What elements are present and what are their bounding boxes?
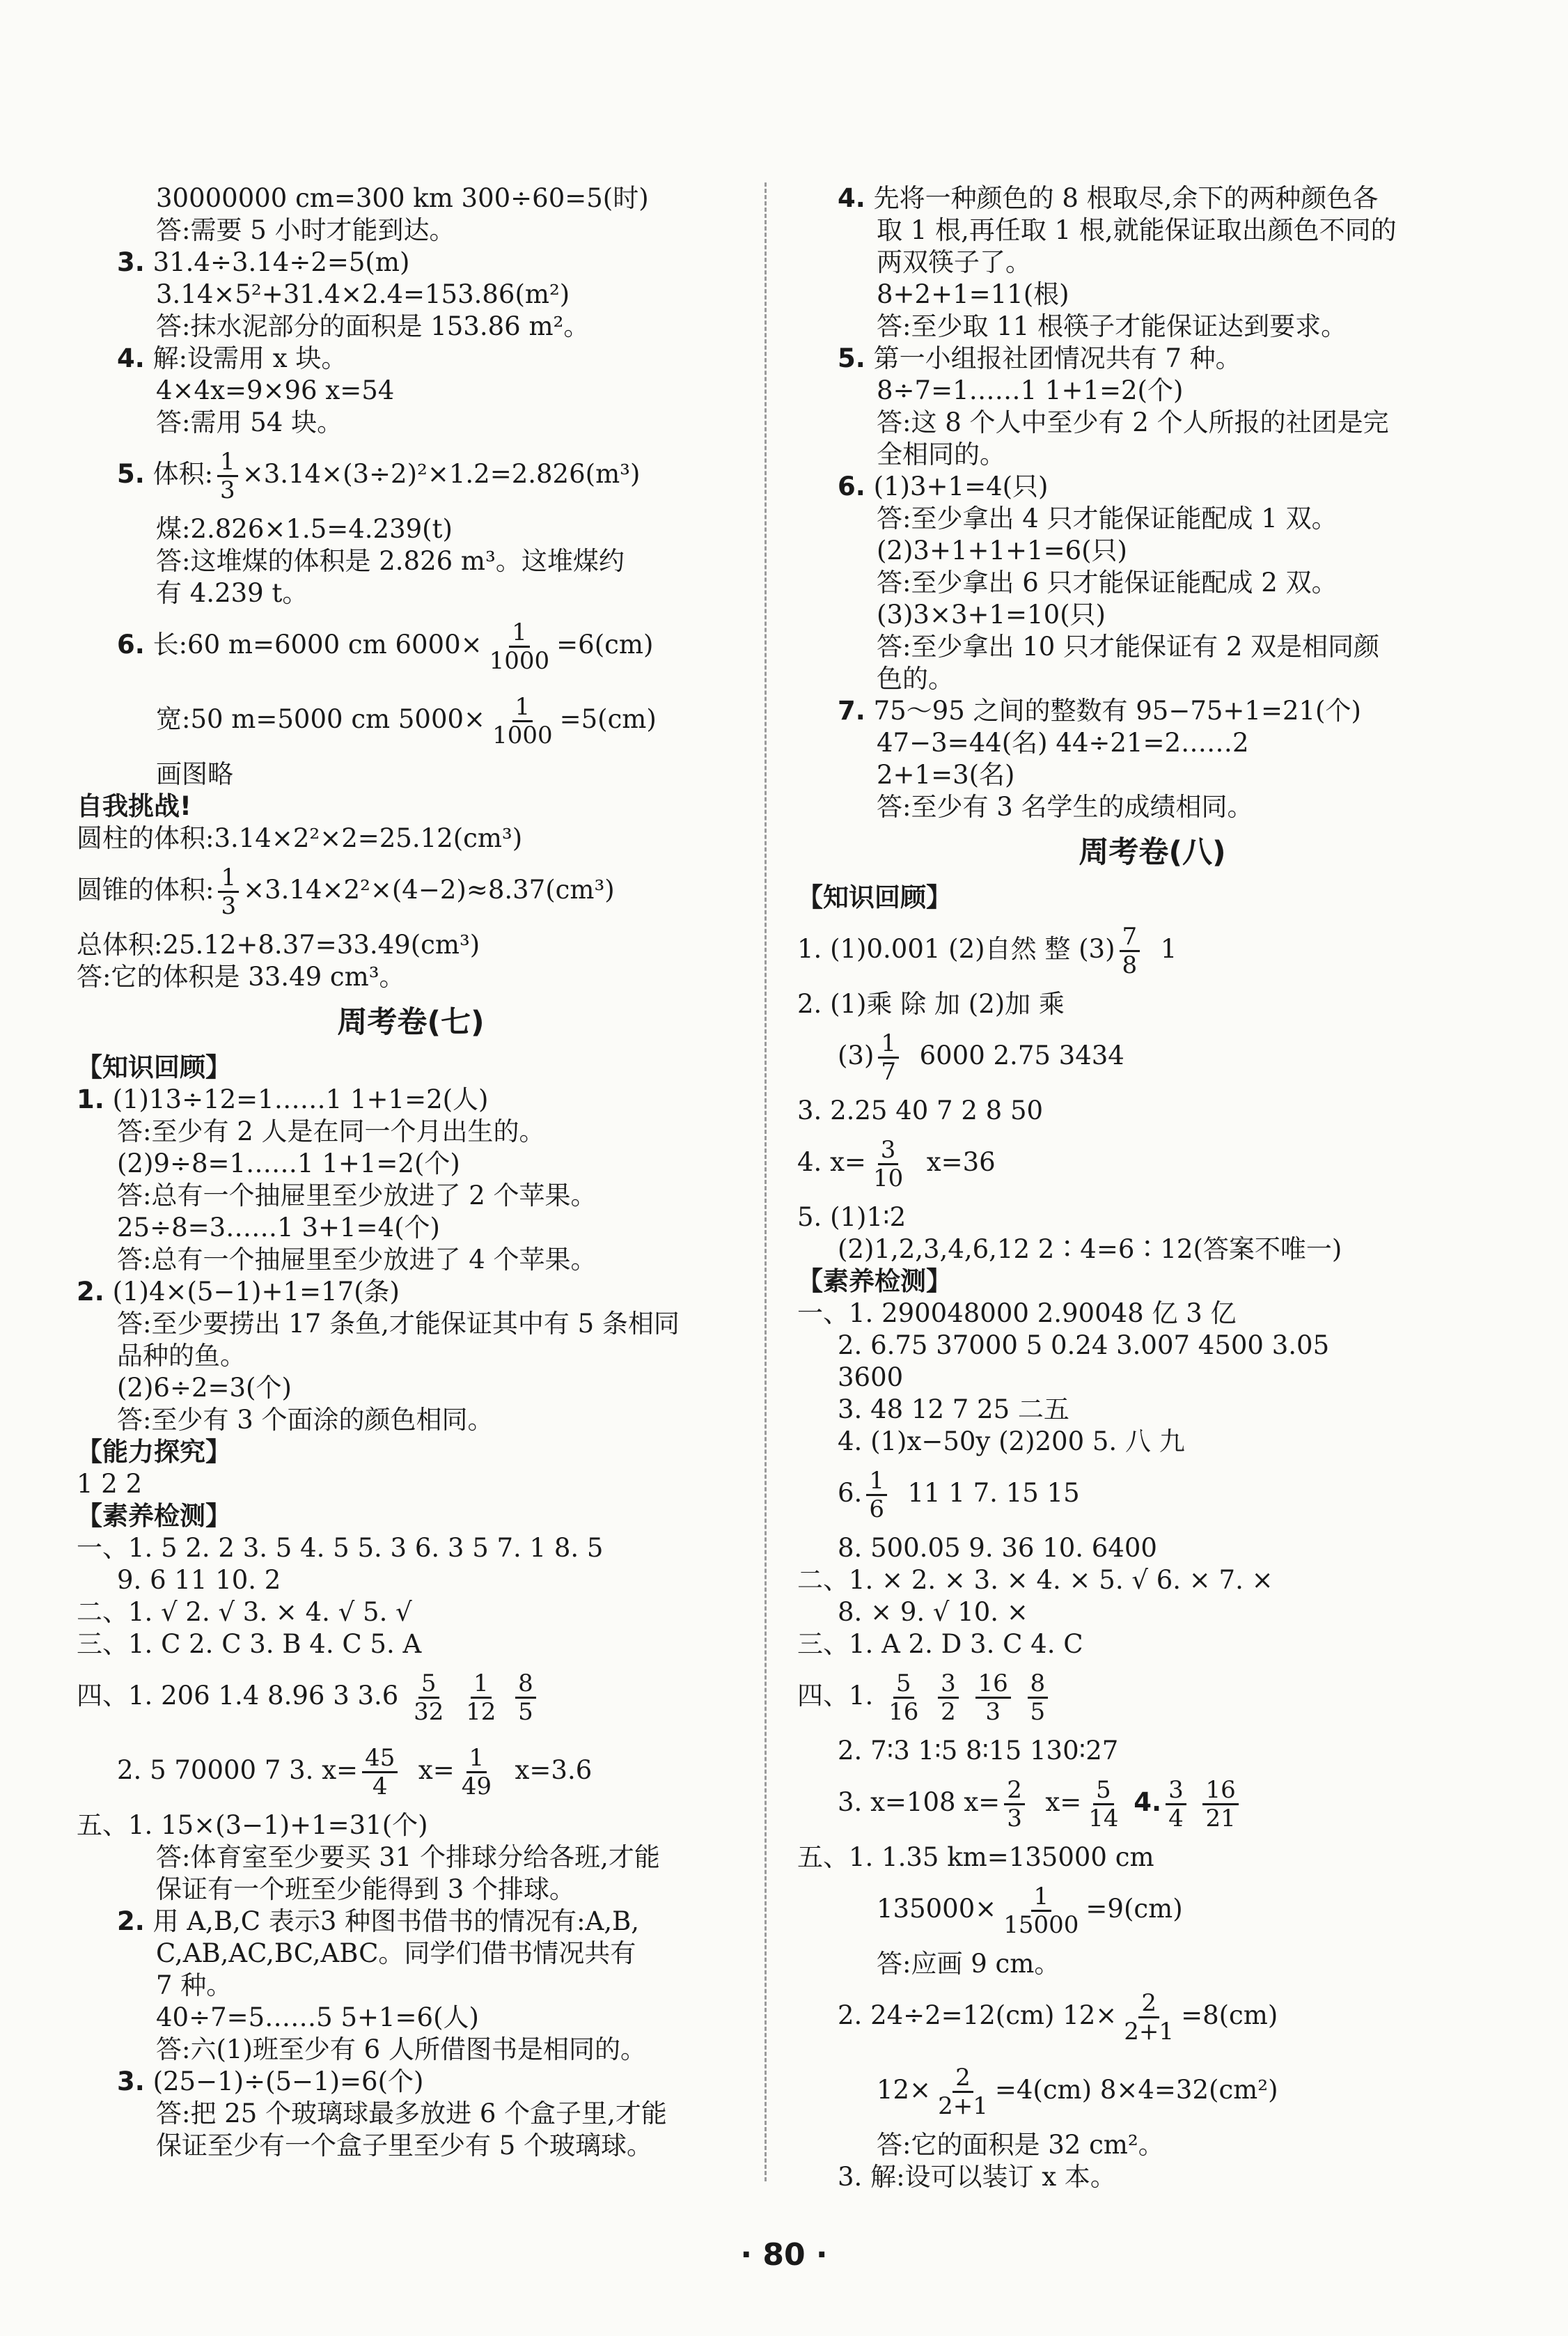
answer-text: 6000 2.75 3434 — [919, 1041, 1124, 1070]
answer-line: 答:应画 9 cm。 — [877, 1949, 1060, 1979]
denominator: 2+1 — [938, 2092, 988, 2120]
denominator: 6 — [869, 1495, 884, 1523]
left-column — [77, 182, 745, 2162]
numerator: 8 — [1028, 1670, 1049, 1699]
answer-line: 取 1 根,再任取 1 根,就能保证取出颜色不同的 — [877, 215, 1397, 245]
answer-line: 答:需要 5 小时才能到达。 — [156, 215, 455, 245]
answer-line: 3600 — [838, 1362, 904, 1392]
section-title: 周考卷(八) — [1079, 835, 1226, 870]
numerator: 3 — [938, 1670, 959, 1699]
answer-line: (2)9÷8=1……1 1+1=2(个) — [117, 1148, 460, 1178]
answer-line: 一、1. 290048000 2.90048 亿 3 亿 — [797, 1298, 1237, 1328]
answer-text: 圆锥的体积: — [77, 875, 214, 905]
answer-text: 12× — [877, 2075, 932, 2105]
answer-line: 三、1. C 2. C 3. B 4. C 5. A — [77, 1629, 422, 1659]
denominator: 5 — [1030, 1698, 1046, 1726]
numerator: 45 — [362, 1745, 398, 1773]
item-number: 6. — [117, 630, 145, 660]
answer-text: ×3.14×(3÷2)²×1.2=2.826(m³) — [242, 459, 641, 489]
answer-line: 答:至少要捞出 17 条鱼,才能保证其中有 5 条相同 — [117, 1309, 680, 1339]
answer-line: 总体积:25.12+8.37=33.49(cm³) — [77, 930, 480, 960]
answer-text: 4. x= — [797, 1147, 866, 1177]
fraction — [459, 1745, 494, 1800]
answer-line — [797, 2055, 1507, 2129]
answer-text: =6(cm) — [556, 630, 654, 660]
answer-line: 全相同的。 — [877, 439, 1005, 469]
fraction — [975, 1670, 1011, 1725]
denominator: 49 — [461, 1773, 492, 1800]
answer-text: 解:设需用 x 块。 — [152, 343, 347, 373]
answer-line: 47−3=44(名) 44÷21=2……2 — [877, 728, 1249, 758]
answer-line — [797, 1020, 1507, 1095]
answer-line: 8. × 9. √ 10. × — [838, 1597, 1028, 1627]
numerator: 3 — [878, 1137, 899, 1165]
answer-text: 135000× — [877, 1894, 997, 1924]
answer-text: 宽:50 m=5000 cm 5000× — [156, 704, 486, 734]
denominator: 2 — [941, 1698, 956, 1726]
fraction — [1085, 1777, 1121, 1832]
denominator: 10 — [872, 1165, 904, 1192]
numerator: 8 — [515, 1670, 536, 1699]
answer-line: 3. 48 12 7 25 二五 — [838, 1394, 1069, 1424]
answer-line: 答:至少有 3 个面涂的颜色相同。 — [117, 1405, 494, 1435]
denominator: 3 — [221, 892, 237, 920]
answer-text: (1)13÷12=1……1 1+1=2(人) — [112, 1084, 489, 1114]
fraction — [1202, 1777, 1238, 1832]
answer-line: 品种的鱼。 — [117, 1341, 246, 1371]
answer-text: 用 A,B,C 表示3 种图书借书的情况有:A,B, — [152, 1906, 640, 1936]
answer-line: 答:它的体积是 33.49 cm³。 — [77, 962, 405, 992]
answer-line — [77, 1276, 745, 1308]
answer-line — [77, 1084, 745, 1116]
denominator: 3 — [1007, 1805, 1022, 1832]
answer-text: (1)4×(5−1)+1=17(条) — [112, 1277, 400, 1307]
denominator: 15000 — [1003, 1911, 1079, 1939]
item-number: 7. — [838, 696, 865, 726]
denominator: 7 — [881, 1058, 897, 1086]
section-heading: 自我挑战! — [77, 791, 191, 821]
numerator: 1 — [471, 1670, 492, 1699]
item-number: 1. — [77, 1084, 104, 1114]
denominator: 5 — [518, 1698, 533, 1726]
answer-text: 长:60 m=6000 cm 6000× — [152, 630, 483, 660]
answer-line: 答:六(1)班至少有 6 人所借图书是相同的。 — [156, 2034, 646, 2064]
answer-text: 31.4÷3.14÷2=5(m) — [152, 247, 410, 277]
answer-line — [77, 439, 745, 513]
answer-text: =8(cm) — [1181, 2000, 1278, 2030]
answer-line — [77, 247, 745, 279]
answer-line — [77, 684, 745, 758]
answer-line: 9. 6 11 10. 2 — [117, 1565, 281, 1595]
answer-line: 2. (1)乘 除 加 (2)加 乘 — [797, 989, 1065, 1019]
numerator: 1 — [217, 449, 238, 477]
numerator: 5 — [1093, 1777, 1114, 1805]
item-number: 3. — [117, 247, 145, 277]
answer-text: (1)3+1=4(只) — [873, 472, 1049, 501]
answer-line: 画图略 — [156, 759, 233, 789]
page-number: · 80 · — [740, 2237, 828, 2273]
numerator: 7 — [1120, 924, 1140, 952]
denominator: 12 — [466, 1698, 496, 1726]
answer-line: 二、1. × 2. × 3. × 4. × 5. √ 6. × 7. × — [797, 1565, 1273, 1595]
answer-line: 色的。 — [877, 664, 954, 694]
answer-line — [797, 1127, 1507, 1201]
numerator: 1 — [1031, 1883, 1052, 1912]
answer-line — [797, 343, 1507, 375]
fraction — [935, 2064, 991, 2119]
answer-line: 3. 2.25 40 7 2 8 50 — [797, 1096, 1044, 1126]
denominator: 1000 — [489, 647, 550, 675]
answer-text: (25−1)÷(5−1)=6(个) — [152, 2066, 424, 2096]
answer-line: 2+1=3(名) — [877, 760, 1015, 790]
fraction — [886, 1670, 921, 1725]
answer-line: 25÷8=3……1 3+1=4(个) — [117, 1213, 440, 1243]
answer-text: 体积: — [152, 459, 214, 489]
item-number: 5. — [838, 343, 865, 373]
numerator: 1 — [467, 1745, 487, 1773]
fraction — [866, 1467, 887, 1523]
numerator: 2 — [1138, 1990, 1159, 2018]
fraction — [487, 619, 553, 674]
numerator: 3 — [1166, 1777, 1186, 1805]
fraction — [218, 864, 239, 919]
answer-line: (2)3+1+1+1=6(只) — [877, 536, 1127, 566]
item-number: 2. — [117, 1906, 145, 1936]
answer-line — [77, 1735, 745, 1809]
column-divider — [765, 182, 767, 2181]
section-heading: 【知识回顾】 — [77, 1052, 231, 1082]
answer-line — [797, 1458, 1507, 1532]
item-number: 4. — [1134, 1787, 1162, 1817]
answer-line: 答:这堆煤的体积是 2.826 m³。这堆煤约 — [156, 546, 625, 576]
answer-line: 五、1. 1.35 km=135000 cm — [797, 1842, 1154, 1872]
section-heading: 【能力探究】 — [77, 1437, 231, 1467]
section-heading: 【素养检测】 — [797, 1266, 952, 1296]
answer-line: (2)1,2,3,4,6,12 2∶4=6∶12(答案不唯一) — [838, 1234, 1342, 1264]
section-heading: 【知识回顾】 — [797, 882, 952, 912]
denominator: 1000 — [492, 722, 553, 749]
right-column — [797, 182, 1507, 2193]
answer-line: 答:体育室至少要买 31 个排球分给各班,才能 — [156, 1842, 660, 1872]
item-number: 6. — [838, 472, 865, 501]
answer-line: 有 4.239 t。 — [156, 578, 308, 608]
answer-line — [797, 695, 1507, 727]
denominator: 4 — [1168, 1805, 1184, 1832]
answer-line: 4. (1)x−50y (2)200 5. 八 九 — [838, 1426, 1185, 1456]
answer-text: (3) — [838, 1041, 875, 1070]
denominator: 3 — [985, 1698, 1001, 1726]
answer-text: 75～95 之间的整数有 95−75+1=21(个) — [873, 696, 1361, 726]
answer-line — [77, 1906, 745, 1938]
numerator: 1 — [512, 694, 533, 722]
answer-line — [797, 1767, 1507, 1841]
denominator: 2+1 — [1124, 2018, 1175, 2046]
answer-line: 答:至少取 11 根筷子才能保证达到要求。 — [877, 311, 1347, 341]
item-number: 5. — [117, 459, 145, 489]
answer-line: 答:需用 54 块。 — [156, 407, 343, 437]
answer-text: =5(cm) — [559, 704, 657, 734]
fraction — [1004, 1777, 1025, 1832]
answer-line: 答:总有一个抽屉里至少放进了 4 个苹果。 — [117, 1245, 597, 1275]
answer-line: 五、1. 15×(3−1)+1=31(个) — [77, 1810, 428, 1840]
answer-line: 8+2+1=11(根) — [877, 279, 1069, 309]
answer-line: 40÷7=5……5 5+1=6(人) — [156, 2002, 479, 2032]
answer-text: x=36 — [926, 1147, 996, 1177]
answer-line: 煤:2.826×1.5=4.239(t) — [156, 514, 453, 544]
answer-line: C,AB,AC,BC,ABC。同学们借书情况共有 — [156, 1938, 636, 1968]
denominator: 32 — [414, 1698, 444, 1726]
denominator: 4 — [372, 1773, 388, 1800]
fraction — [463, 1670, 499, 1725]
answer-line: (3)3×3+1=10(只) — [877, 600, 1106, 630]
answer-text: 2. 24÷2=12(cm) 12× — [838, 2000, 1118, 2030]
item-number: 2. — [77, 1277, 104, 1307]
answer-line: 7 种。 — [156, 1970, 233, 2000]
answer-line — [77, 1660, 745, 1735]
answer-line: 答:把 25 个玻璃球最多放进 6 个盒子里,才能 — [156, 2098, 667, 2128]
answer-line: (2)6÷2=3(个) — [117, 1373, 292, 1403]
fraction — [1121, 1990, 1177, 2045]
numerator: 1 — [509, 619, 530, 648]
fraction — [1120, 924, 1140, 979]
answer-line: 三、1. A 2. D 3. C 4. C — [797, 1629, 1083, 1659]
denominator: 14 — [1088, 1805, 1119, 1832]
answer-text: 1. (1)0.001 (2)自然 整 (3) — [797, 934, 1115, 964]
numerator: 5 — [418, 1670, 439, 1699]
answer-line — [797, 1874, 1507, 1948]
answer-line: 答:抹水泥部分的面积是 153.86 m²。 — [156, 311, 590, 341]
answer-line — [77, 609, 745, 684]
fraction — [1166, 1777, 1186, 1832]
answer-line: 圆柱的体积:3.14×2²×2=25.12(cm³) — [77, 823, 523, 853]
answer-text: ×3.14×2²×(4−2)≈8.37(cm³) — [243, 875, 615, 905]
answer-line: 答:至少有 2 人是在同一个月出生的。 — [117, 1116, 545, 1146]
answer-text: x= — [1045, 1787, 1082, 1817]
answer-line: 30000000 cm=300 km 300÷60=5(时) — [156, 183, 649, 213]
answer-line: 2. 6.75 37000 5 0.24 3.007 4500 3.05 — [838, 1330, 1330, 1360]
denominator: 8 — [1122, 951, 1138, 979]
numerator: 2 — [1004, 1777, 1025, 1805]
answer-line: 两双筷子了。 — [877, 247, 1031, 277]
answer-text: 2. 5 70000 7 3. x= — [117, 1755, 359, 1785]
answer-line: 保证至少有一个盒子里至少有 5 个玻璃球。 — [156, 2131, 653, 2160]
item-number: 4. — [838, 183, 865, 213]
section-title: 周考卷(七) — [337, 1005, 485, 1040]
answer-line — [77, 855, 745, 929]
numerator: 1 — [878, 1030, 899, 1059]
section-heading: 【素养检测】 — [77, 1501, 231, 1531]
answer-line: 5. (1)1∶2 — [797, 1202, 907, 1232]
answer-line: 3. 解:设可以装订 x 本。 — [838, 2162, 1116, 2192]
fraction — [938, 1670, 959, 1725]
answer-line: 8. 500.05 9. 36 10. 6400 — [838, 1533, 1157, 1563]
fraction — [1001, 1883, 1081, 1938]
answer-line — [77, 343, 745, 375]
answer-line — [797, 182, 1507, 215]
numerator: 2 — [952, 2064, 973, 2093]
item-number: 4. — [117, 343, 145, 373]
answer-text: 6. — [838, 1478, 863, 1508]
fraction — [362, 1745, 398, 1800]
answer-text: 第一小组报社团情况共有 7 种。 — [873, 343, 1241, 373]
answer-line: 8÷7=1……1 1+1=2(个) — [877, 375, 1184, 405]
denominator: 16 — [888, 1698, 919, 1726]
answer-line: 答:这 8 个人中至少有 2 个人所报的社团是完 — [877, 407, 1389, 437]
answer-text: 11 1 7. 15 15 — [907, 1478, 1080, 1508]
answer-text: 四、1. 206 1.4 8.96 3 3.6 — [77, 1681, 399, 1711]
item-number: 3. — [117, 2066, 145, 2096]
answer-line — [797, 1980, 1507, 2055]
numerator: 16 — [1202, 1777, 1238, 1805]
answer-line: 2. 7∶3 1∶5 8∶15 130∶27 — [838, 1736, 1119, 1766]
answer-line: 答:总有一个抽屉里至少放进了 2 个苹果。 — [117, 1181, 597, 1210]
fraction — [878, 1030, 899, 1085]
answer-text: 四、1. — [797, 1681, 874, 1711]
denominator: 21 — [1205, 1805, 1236, 1832]
answer-line — [797, 1660, 1507, 1735]
numerator: 5 — [893, 1670, 914, 1699]
answer-line: 答:至少拿出 6 只才能保证能配成 2 双。 — [877, 568, 1338, 598]
answer-text: 1 — [1160, 934, 1177, 964]
answer-line: 二、1. √ 2. √ 3. × 4. √ 5. √ — [77, 1597, 412, 1627]
numerator: 1 — [866, 1467, 887, 1496]
answer-text: 先将一种颜色的 8 根取尽,余下的两种颜色各 — [873, 183, 1379, 213]
answer-line: 答:至少拿出 4 只才能保证能配成 1 双。 — [877, 504, 1338, 534]
answer-line: 1 2 2 — [77, 1469, 143, 1499]
numerator: 16 — [975, 1670, 1011, 1699]
fraction — [489, 694, 556, 749]
answer-line — [797, 471, 1507, 503]
fraction — [411, 1670, 446, 1725]
answer-line: 保证有一个班至少能得到 3 个排球。 — [156, 1874, 576, 1904]
answer-text: x= — [418, 1755, 455, 1785]
fraction — [217, 449, 238, 504]
answer-line: 答:至少有 3 名学生的成绩相同。 — [877, 792, 1253, 822]
answer-text: 3. x=108 x= — [838, 1787, 1001, 1817]
answer-line: 一、1. 5 2. 2 3. 5 4. 5 5. 3 6. 3 5 7. 1 8. 5 — [77, 1533, 604, 1563]
answer-text: =9(cm) — [1085, 1894, 1183, 1924]
numerator: 1 — [218, 864, 239, 893]
answer-line: 答:它的面积是 32 cm²。 — [877, 2130, 1164, 2160]
fraction — [870, 1137, 906, 1192]
fraction — [1028, 1670, 1049, 1725]
answer-line: 3.14×5²+31.4×2.4=153.86(m²) — [156, 279, 570, 309]
answer-line — [797, 914, 1507, 988]
answer-line — [77, 2066, 745, 2098]
denominator: 3 — [220, 476, 235, 504]
fraction — [515, 1670, 536, 1725]
answer-text: =4(cm) 8×4=32(cm²) — [994, 2075, 1278, 2105]
answer-line: 4×4x=9×96 x=54 — [156, 375, 395, 405]
answer-text: x=3.6 — [515, 1755, 593, 1785]
answer-line: 答:至少拿出 10 只才能保证有 2 双是相同颜 — [877, 632, 1380, 662]
